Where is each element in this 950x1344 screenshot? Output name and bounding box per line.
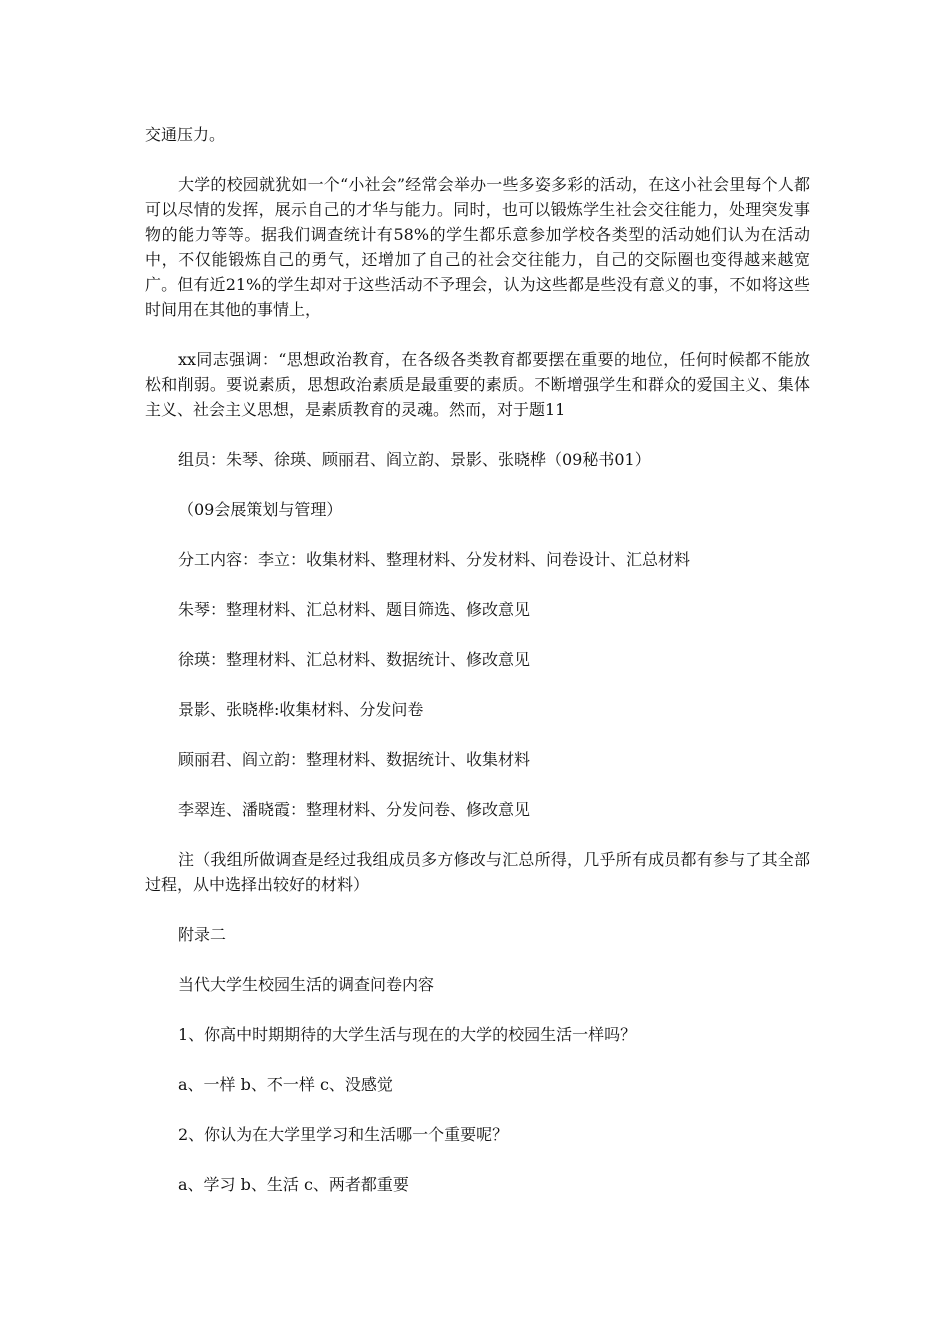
paragraph-task-zhuqin: 朱琴：整理材料、汇总材料、题目筛选、修改意见 (178, 600, 531, 619)
paragraph-major: （09会展策划与管理） (178, 500, 343, 519)
paragraph-task-licuilian: 李翠连、潘晓霞：整理材料、分发问卷、修改意见 (178, 800, 531, 819)
questionnaire-title: 当代大学生校园生活的调查问卷内容 (178, 975, 435, 994)
paragraph-task-gulijun: 顾丽君、阎立韵：整理材料、数据统计、收集材料 (178, 750, 531, 769)
document-body (145, 122, 810, 1222)
appendix-heading: 附录二 (178, 925, 227, 944)
question-1: 1、你高中时期期待的大学生活与现在的大学的校园生活一样吗？ (178, 1025, 637, 1044)
paragraph-task-jingying: 景影、张晓桦:收集材料、分发问卷 (178, 700, 424, 719)
paragraph-note: 注（我组所做调查是经过我组成员多方修改与汇总所得，几乎所有成员都有参与了其全部过程，从中选择出较好的材料） (145, 850, 810, 894)
paragraph-group-members: 组员：朱琴、徐瑛、顾丽君、阎立韵、景影、张晓桦（09秘书01） (178, 450, 651, 469)
question-2: 2、你认为在大学里学习和生活哪一个重要呢？ (178, 1125, 509, 1144)
question-2-options: a、学习 b、生活 c、两者都重要 (178, 1175, 409, 1194)
paragraph-political-education: xx同志强调：“思想政治教育，在各级各类教育都要摆在重要的地位，任何时候都不能放松和削弱。要说素质，思想政治素质是最重要的素质。不断增强学生和群众的爱国主义、集体主义、社会主义思想，是素质教育的灵魂。然而，对于题11 (145, 350, 810, 419)
paragraph-traffic-pressure: 交通压力。 (145, 125, 226, 144)
question-1-options: a、一样 b、不一样 c、没感觉 (178, 1075, 393, 1094)
paragraph-task-xuying: 徐瑛：整理材料、汇总材料、数据统计、修改意见 (178, 650, 531, 669)
paragraph-division-of-work: 分工内容：李立：收集材料、整理材料、分发材料、问卷设计、汇总材料 (178, 550, 691, 569)
paragraph-campus-activities: 大学的校园就犹如一个“小社会”经常会举办一些多姿多彩的活动，在这小社会里每个人都可以尽情的发挥，展示自己的才华与能力。同时，也可以锻炼学生社会交往能力，处理突发事物的能力等等。据我们调查统计有58%的学生都乐意参加学校各类型的活动她们认为在活动中，不仅能锻炼自己的勇气，还增加了自己的社会交往能力，自己的交际圈也变得越来越宽广。但有近21%的学生却对于这些活动不予理会，认为这些都是些没有意义的事，不如将这些时间用在其他的事情上， (145, 175, 810, 319)
